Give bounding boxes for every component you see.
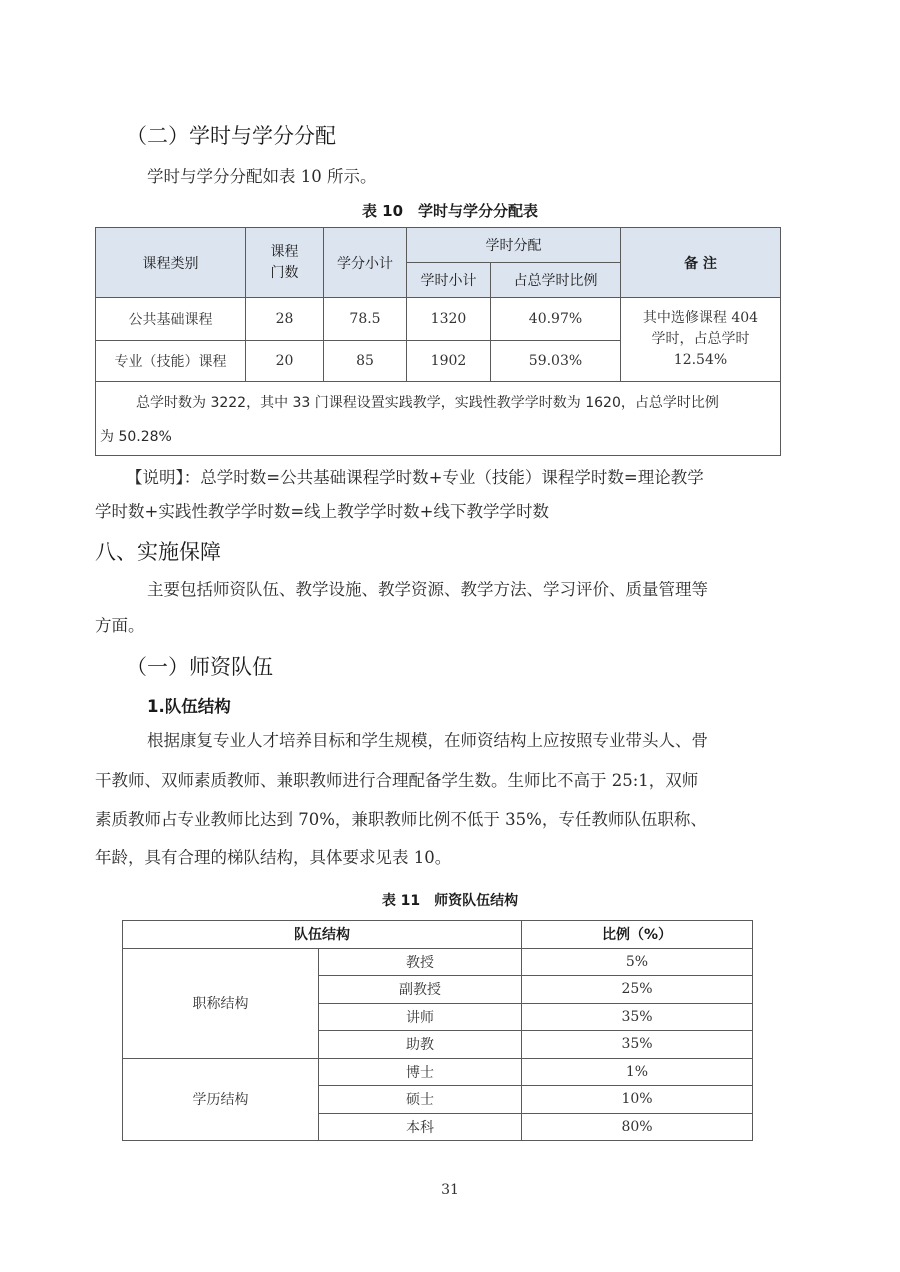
header-remarks: 备 注 (621, 228, 781, 298)
table10-summary (96, 382, 781, 456)
cell-course-count: 20 (246, 341, 324, 382)
cell-credits: 78.5 (324, 298, 407, 341)
table11-caption: 表 11 师资队伍结构 (381, 893, 519, 909)
remarks-line: 其中选修课程 404 (642, 310, 759, 326)
header-hour-allocation: 学时分配 (407, 228, 621, 263)
item-value: 35% (522, 1003, 753, 1031)
chapter-intro-line1: 主要包括师资队伍、教学设施、教学资源、教学方法、学习评价、质量管理等 (147, 580, 708, 599)
cell-remarks (621, 298, 781, 382)
section-intro: 学时与学分分配如表 10 所示。 (147, 167, 377, 186)
cell-ratio: 40.97% (491, 298, 621, 341)
header-credit-subtotal: 学分小计 (324, 228, 407, 298)
table-row (123, 948, 753, 976)
header-course-count-line1: 课程 (270, 243, 299, 260)
paragraph-line: 年龄，具有合理的梯队结构，具体要求见表 10。 (95, 848, 452, 867)
item-label: 讲师 (319, 1003, 522, 1031)
item-value: 1% (522, 1058, 753, 1086)
credit-hours-table (95, 227, 781, 456)
table10-caption: 表 10 学时与学分分配表 (361, 202, 539, 220)
cell-course-count: 28 (246, 298, 324, 341)
table-row (96, 298, 781, 341)
summary-line1: 总学时数为 3222，其中 33 门课程设置实践教学，实践性教学学时数为 1620，占总学时比例 (136, 394, 719, 411)
chapter-intro-line2: 方面。 (95, 616, 145, 635)
subsection-heading: （一）师资队伍 (126, 655, 273, 679)
explanation-line2: 学时数+实践性教学学时数=线上教学学时数+线下教学学时数 (95, 502, 549, 521)
paragraph-line: 素质教师占专业教师比达到 70%，兼职教师比例不低于 35%，专任教师队伍职称、 (95, 810, 707, 829)
item-value: 5% (522, 948, 753, 976)
summary-line2: 为 50.28% (100, 428, 172, 445)
chapter-heading: 八、实施保障 (95, 540, 221, 564)
item-value: 25% (522, 976, 753, 1004)
item-label: 本科 (319, 1113, 522, 1141)
header-hour-ratio: 占总学时比例 (491, 263, 621, 298)
cell-hours: 1320 (407, 298, 491, 341)
explanation-line1: 【说明】：总学时数=公共基础课程学时数+专业（技能）课程学时数=理论教学 (126, 468, 704, 487)
header-ratio: 比例（%） (522, 921, 753, 949)
cell-ratio: 59.03% (491, 341, 621, 382)
faculty-structure-table (122, 920, 753, 1141)
item-label: 副教授 (319, 976, 522, 1004)
subsubsection-heading: 1.队伍结构 (147, 697, 231, 716)
item-value: 80% (522, 1113, 753, 1141)
paragraph-line: 根据康复专业人才培养目标和学生规模，在师资结构上应按照专业带头人、骨 (147, 731, 708, 750)
remarks-line: 12.54% (673, 352, 728, 368)
header-course-count (246, 228, 324, 298)
item-label: 教授 (319, 948, 522, 976)
section-heading: （二）学时与学分分配 (126, 124, 336, 148)
group-title: 学历结构 (123, 1058, 319, 1141)
page-number: 31 (441, 1182, 459, 1198)
cell-category: 公共基础课程 (96, 298, 246, 341)
header-structure: 队伍结构 (123, 921, 522, 949)
item-value: 35% (522, 1031, 753, 1059)
item-label: 硕士 (319, 1086, 522, 1114)
item-label: 博士 (319, 1058, 522, 1086)
table-row (123, 1058, 753, 1086)
cell-category: 专业（技能）课程 (96, 341, 246, 382)
cell-hours: 1902 (407, 341, 491, 382)
cell-credits: 85 (324, 341, 407, 382)
paragraph-line: 干教师、双师素质教师、兼职教师进行合理配备学生数。生师比不高于 25:1，双师 (95, 771, 699, 790)
group-title: 职称结构 (123, 948, 319, 1058)
header-category: 课程类别 (96, 228, 246, 298)
remarks-line: 学时，占总学时 (651, 331, 750, 347)
header-hour-subtotal: 学时小计 (407, 263, 491, 298)
item-value: 10% (522, 1086, 753, 1114)
item-label: 助教 (319, 1031, 522, 1059)
header-course-count-line2: 门数 (270, 264, 299, 281)
